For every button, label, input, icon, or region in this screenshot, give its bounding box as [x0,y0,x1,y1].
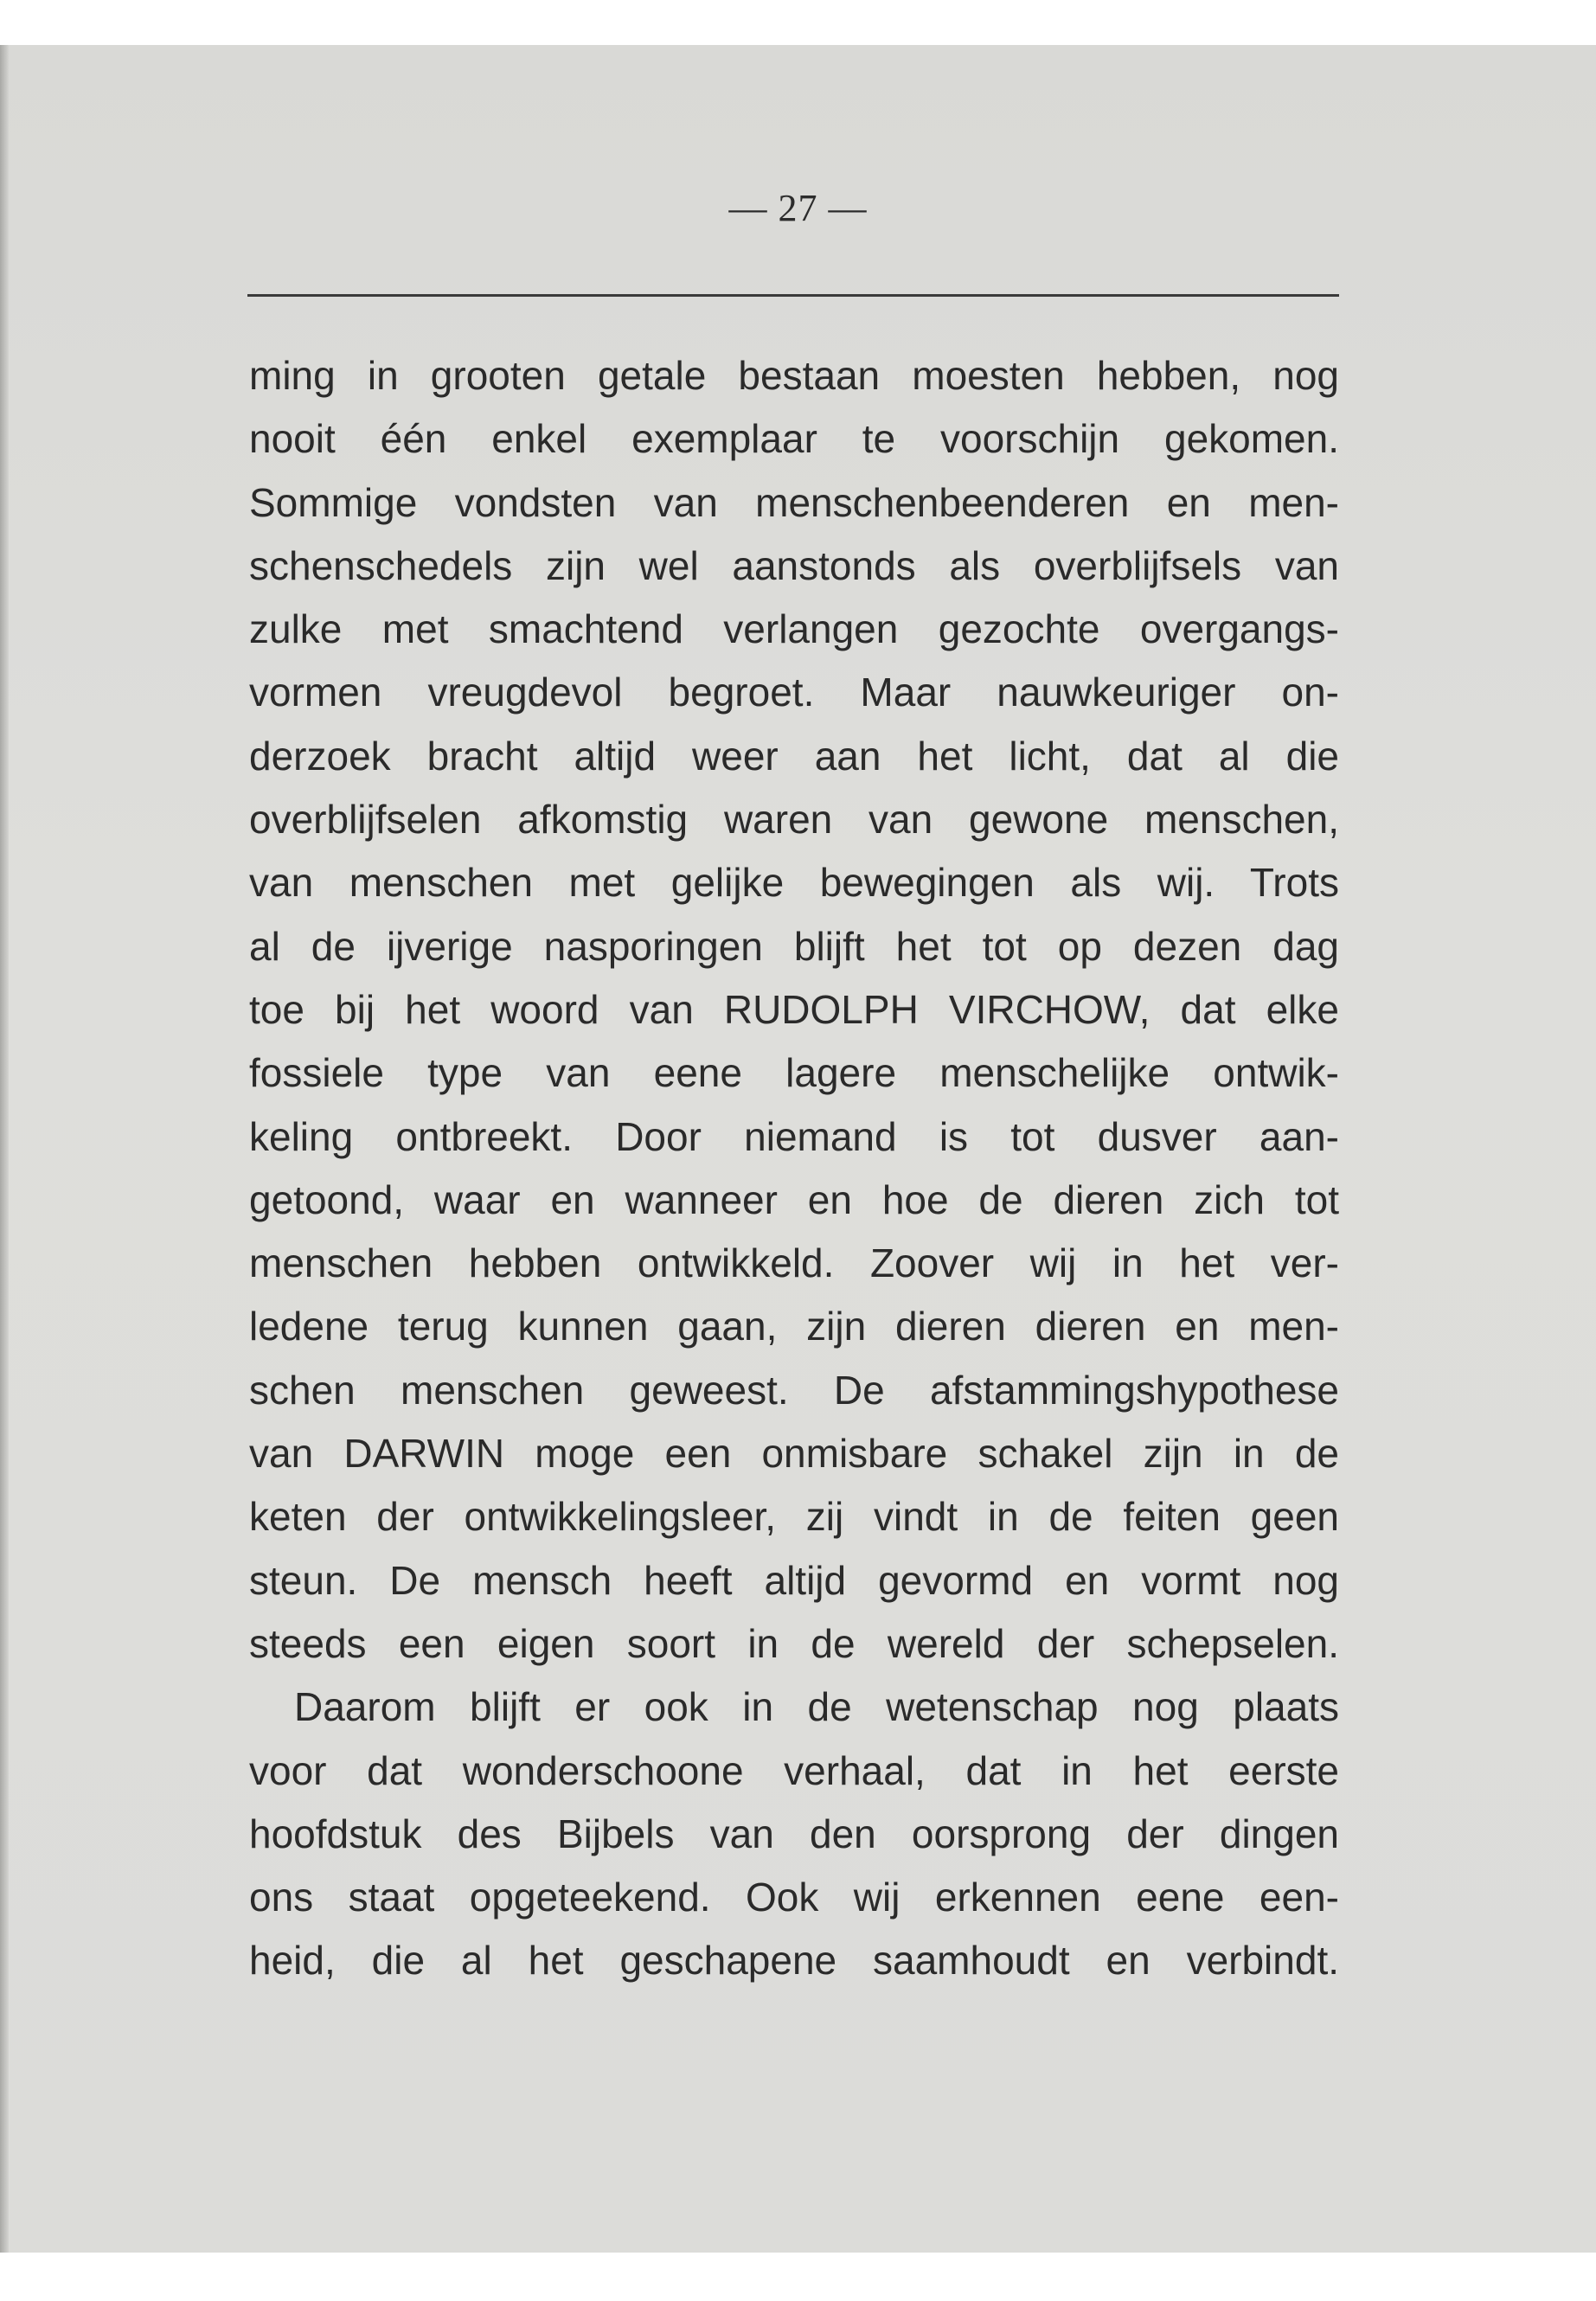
text-line: Sommige vondsten van menschenbeenderen en men- [249,479,1339,525]
text-line: vormen vreugdevol begroet. Maar nauwkeuriger on- [249,670,1339,715]
text-line: schen menschen geweest. De afstammingshypothese [249,1367,1339,1413]
text-line-paragraph-start: Daarom blijft er ook in de wetenschap nog plaats [294,1684,1339,1730]
text-line: hoofdstuk des Bijbels van den oorsprong der dingen [249,1811,1339,1856]
text-line: steeds een eigen soort in de wereld der schepselen. [249,1620,1339,1666]
body-text [249,344,1339,1993]
text-line: ledene terug kunnen gaan, zijn dieren dieren en men- [249,1304,1339,1349]
text-line: van DARWIN moge een onmisbare schakel zijn in de [249,1431,1339,1477]
text-line: ming in grooten getale bestaan moesten hebben, nog [249,353,1339,398]
text-line: keling ontbreekt. Door niemand is tot dusver aan- [249,1113,1339,1159]
text-line: getoond, waar en wanneer en hoe de dieren zich tot [249,1176,1339,1222]
page-number: — 27 — [728,187,868,229]
text-line: zulke met smachtend verlangen gezochte overgangs- [249,606,1339,652]
header-rule [247,294,1339,297]
text-line: ons staat opgeteekend. Ook wij erkennen eene een- [249,1875,1339,1920]
text-line: al de ijverige nasporingen blijft het tot op dezen dag [249,923,1339,969]
text-line: nooit één enkel exemplaar te voorschijn gekomen. [249,416,1339,462]
text-line: steun. De mensch heeft altijd gevormd en vormt nog [249,1557,1339,1603]
text-line: fossiele type van eene lagere menschelijke ontwik- [249,1050,1339,1096]
text-line: overblijfselen afkomstig waren van gewone menschen, [249,797,1339,843]
page-edge-shadow [0,45,9,2253]
text-line: keten der ontwikkelingsleer, zij vindt in de feiten geen [249,1494,1339,1540]
text-line: heid, die al het geschapene saamhoudt en verbindt. [249,1938,1339,1984]
text-line: derzoek bracht altijd weer aan het licht, dat al die [249,733,1339,779]
text-line: voor dat wonderschoone verhaal, dat in het eerste [249,1747,1339,1793]
text-line: menschen hebben ontwikkeld. Zoover wij in het ver- [249,1240,1339,1286]
text-line: schenschedels zijn wel aanstonds als overblijfsels van [249,542,1339,588]
text-line: toe bij het woord van RUDOLPH VIRCHOW, dat elke [249,986,1339,1032]
text-line: van menschen met gelijke bewegingen als wij. Trots [249,860,1339,906]
